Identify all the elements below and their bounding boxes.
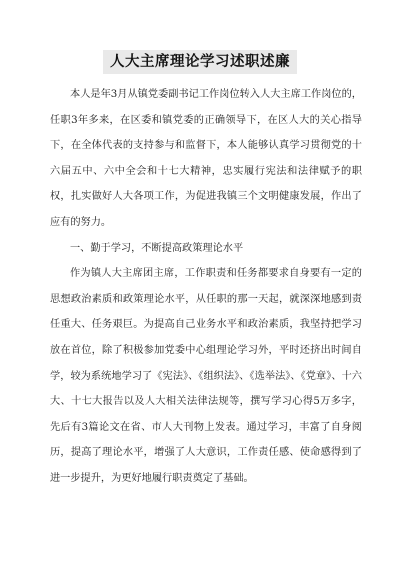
document-title: 人大主席理论学习述职述廉 (103, 50, 297, 74)
document-body (50, 82, 362, 492)
section-paragraph: 作为镇人大主席团主席，工作职责和任务都要求自身要有一定的思想政治素质和政策理论水平，从任职的那一天起，就深深地感到责任重大、任务艰巨。为提高自己业务水平和政治素质，我坚持把学习放在首位，除了积极参加党委中心组理论学习外，平时还挤出时间自学，较为系统地学习了《宪法》、《组织法》、《选举法》、《党章》、十六大、十七大报告以及人大相关法律法规等，撰写学习心得5万多字，先后有3篇论文在省、市人大刊物上发表。通过学习，丰富了自身阅历，提高了理论水平，增强了人大意识，工作责任感、使命感得到了进一步提升，为更好地履行职责奠定了基础。 (50, 268, 362, 484)
title-container (0, 50, 400, 74)
section-heading: 一、勤于学习，不断提高政策理论水平 (70, 242, 244, 254)
intro-paragraph: 本人是年3月从镇党委副书记工作岗位转入人大主席工作岗位的，任职3年多来，在区委和镇党委的正确领导下，在区人大的关心指导下，在全体代表的支持参与和监督下，本人能够认真学习贯彻党的十六届五中、六中全会和十七大精神，忠实履行宪法和法律赋予的职权，扎实做好人大各项工作，为促进我镇三个文明健康发展，作出了应有的努力。 (50, 89, 362, 228)
